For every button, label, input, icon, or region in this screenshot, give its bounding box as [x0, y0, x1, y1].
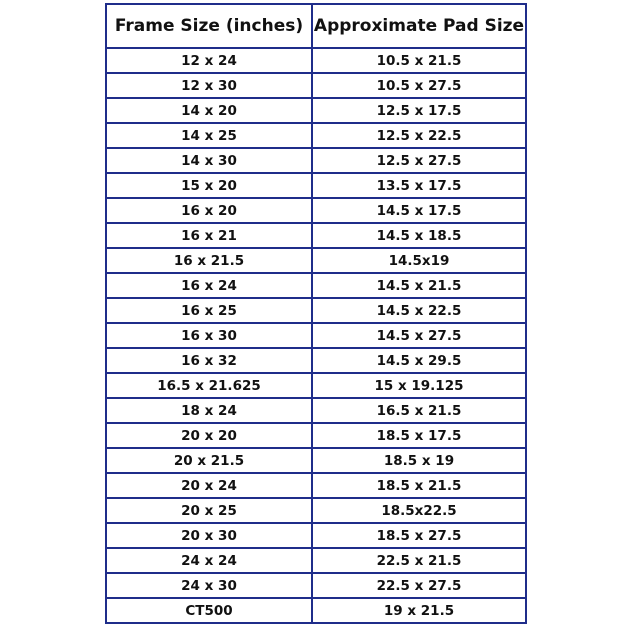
pad-size-cell: 18.5 x 19: [312, 448, 526, 473]
pad-size-cell: 22.5 x 27.5: [312, 573, 526, 598]
table-row: [106, 473, 526, 498]
frame-size-cell: 20 x 24: [106, 473, 312, 498]
pad-size-cell: 13.5 x 17.5: [312, 173, 526, 198]
table-row: [106, 548, 526, 573]
table-row: [106, 73, 526, 98]
frame-size-cell: 20 x 21.5: [106, 448, 312, 473]
frame-size-cell: 12 x 24: [106, 48, 312, 73]
pad-size-cell: 14.5 x 22.5: [312, 298, 526, 323]
frame-size-cell: 16 x 24: [106, 273, 312, 298]
pad-size-cell: 14.5 x 27.5: [312, 323, 526, 348]
table-row: [106, 298, 526, 323]
frame-size-cell: 14 x 30: [106, 148, 312, 173]
table-row: [106, 273, 526, 298]
pad-size-cell: 14.5 x 17.5: [312, 198, 526, 223]
table-header-row: [106, 4, 526, 48]
pad-size-cell: 18.5x22.5: [312, 498, 526, 523]
pad-size-cell: 16.5 x 21.5: [312, 398, 526, 423]
pad-size-cell: 12.5 x 22.5: [312, 123, 526, 148]
table-row: [106, 223, 526, 248]
table-row: [106, 198, 526, 223]
frame-size-cell: 18 x 24: [106, 398, 312, 423]
frame-size-cell: 16 x 21: [106, 223, 312, 248]
pad-size-cell: 14.5 x 29.5: [312, 348, 526, 373]
frame-size-cell: 16 x 30: [106, 323, 312, 348]
frame-size-cell: 14 x 20: [106, 98, 312, 123]
table-row: [106, 348, 526, 373]
frame-size-cell: 15 x 20: [106, 173, 312, 198]
table-row: [106, 448, 526, 473]
table-row: [106, 98, 526, 123]
frame-size-cell: 16 x 20: [106, 198, 312, 223]
header-frame-size: Frame Size (inches): [106, 4, 312, 48]
frame-size-cell: 14 x 25: [106, 123, 312, 148]
pad-size-cell: 15 x 19.125: [312, 373, 526, 398]
table-row: [106, 323, 526, 348]
table-row: [106, 48, 526, 73]
frame-size-cell: 20 x 30: [106, 523, 312, 548]
table-row: [106, 423, 526, 448]
frame-size-cell: 16 x 21.5: [106, 248, 312, 273]
table-row: [106, 248, 526, 273]
table-row: [106, 523, 526, 548]
table-body: [106, 48, 526, 623]
table-row: [106, 598, 526, 623]
table-row: [106, 398, 526, 423]
pad-size-cell: 18.5 x 21.5: [312, 473, 526, 498]
pad-size-cell: 18.5 x 17.5: [312, 423, 526, 448]
table-row: [106, 173, 526, 198]
pad-size-cell: 12.5 x 17.5: [312, 98, 526, 123]
frame-size-cell: 24 x 24: [106, 548, 312, 573]
frame-size-cell: 16.5 x 21.625: [106, 373, 312, 398]
pad-size-cell: 19 x 21.5: [312, 598, 526, 623]
frame-size-cell: 20 x 25: [106, 498, 312, 523]
table-row: [106, 123, 526, 148]
size-table-container: [105, 3, 525, 624]
pad-size-cell: 18.5 x 27.5: [312, 523, 526, 548]
frame-size-cell: 20 x 20: [106, 423, 312, 448]
pad-size-cell: 12.5 x 27.5: [312, 148, 526, 173]
table-row: [106, 498, 526, 523]
frame-size-cell: CT500: [106, 598, 312, 623]
frame-size-cell: 16 x 32: [106, 348, 312, 373]
frame-size-cell: 16 x 25: [106, 298, 312, 323]
pad-size-cell: 14.5x19: [312, 248, 526, 273]
pad-size-cell: 10.5 x 21.5: [312, 48, 526, 73]
frame-size-cell: 24 x 30: [106, 573, 312, 598]
table-row: [106, 373, 526, 398]
table-row: [106, 573, 526, 598]
header-pad-size: Approximate Pad Size: [312, 4, 526, 48]
pad-size-cell: 22.5 x 21.5: [312, 548, 526, 573]
pad-size-cell: 14.5 x 21.5: [312, 273, 526, 298]
frame-pad-size-table: [105, 3, 527, 624]
pad-size-cell: 10.5 x 27.5: [312, 73, 526, 98]
pad-size-cell: 14.5 x 18.5: [312, 223, 526, 248]
table-row: [106, 148, 526, 173]
frame-size-cell: 12 x 30: [106, 73, 312, 98]
